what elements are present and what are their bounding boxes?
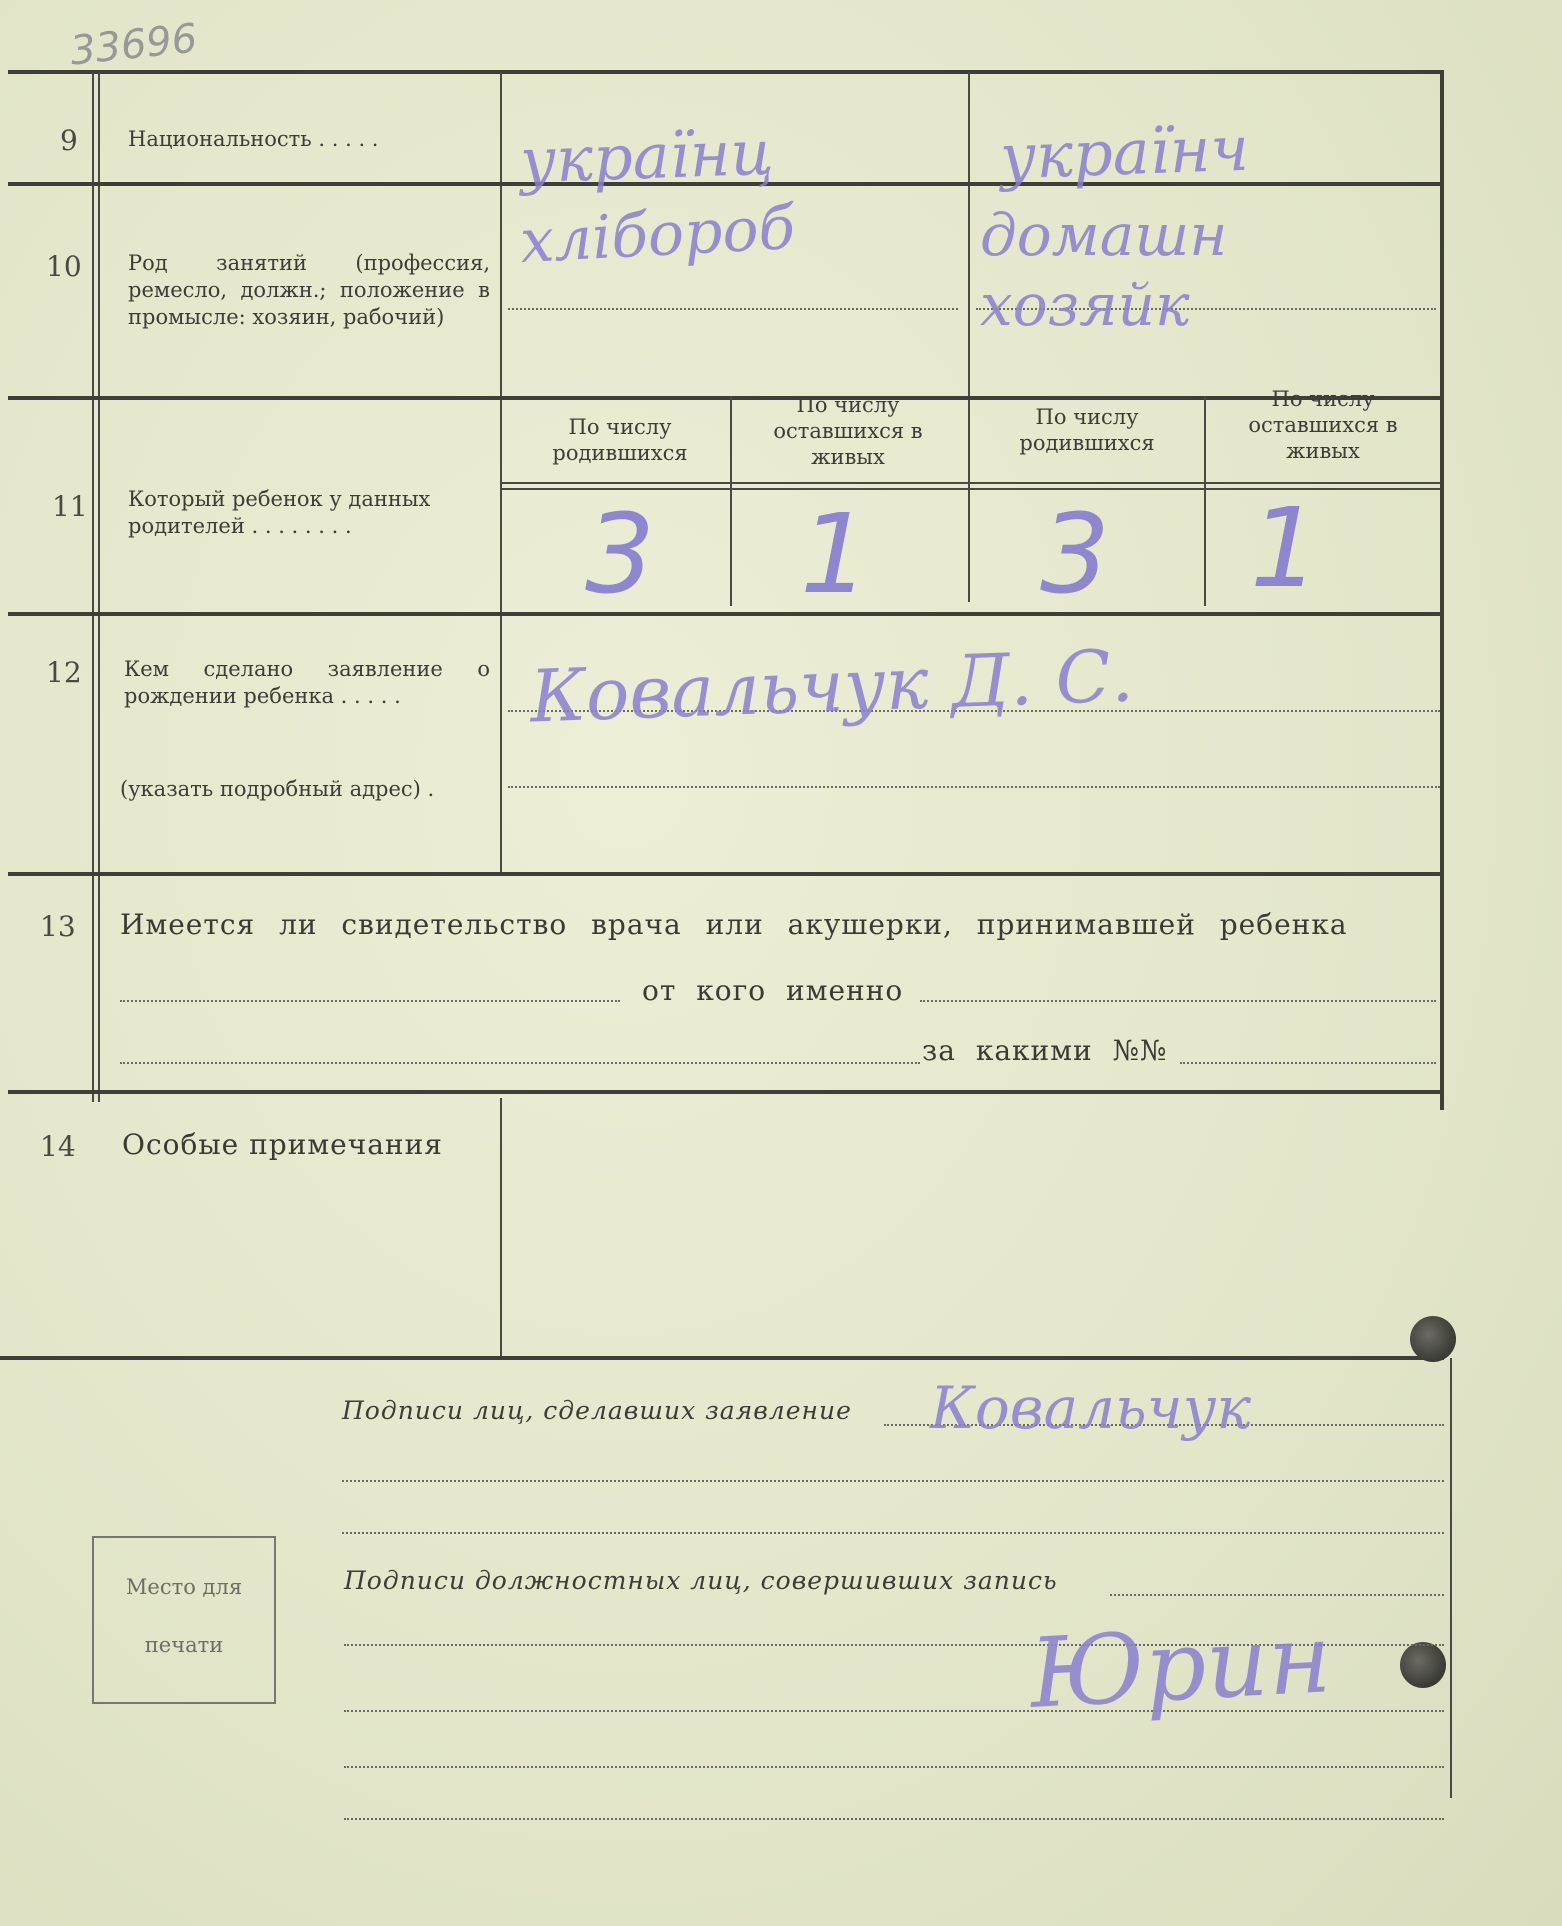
table-right-border: [1440, 70, 1444, 1110]
row-label-nationality: Национальность . . . . .: [128, 127, 379, 151]
applicant-name: Ковальчук Д. С.: [528, 633, 1135, 739]
row-number: 9: [60, 124, 78, 157]
child-count-mother-alive: 1: [1250, 484, 1320, 612]
label-column-divider-14: [500, 1098, 502, 1356]
punch-hole: [1410, 1316, 1456, 1362]
label-column-divider: [500, 72, 502, 872]
row-label-child-order: Который ребенок у данных родителей . . . . . . . .: [128, 487, 431, 538]
child-header-father-alive: По числу оставшихся в живых: [773, 393, 923, 469]
occupation-father: хлібороб: [518, 192, 797, 278]
stamp-label-line2: печати: [144, 1633, 224, 1657]
table-bottom-border: [0, 1356, 1444, 1360]
signature-right-border: [1450, 1358, 1452, 1798]
official-signature: Юрин: [1027, 1602, 1334, 1730]
officials-signature-line-4: [344, 1766, 1444, 1768]
certificate-line-3: [120, 1062, 920, 1064]
punch-hole: [1400, 1642, 1446, 1688]
row-number: 10: [46, 250, 82, 283]
certificate-line-2: [920, 1000, 1436, 1002]
row-number: 14: [40, 1130, 76, 1163]
applicant-line-2: [508, 786, 1440, 788]
row-label-notes: Особые примечания: [122, 1128, 443, 1161]
applicants-signature-line-2: [342, 1480, 1444, 1482]
archive-number: 33696: [67, 15, 200, 75]
child-header-mother-alive: По числу оставшихся в живых: [1248, 387, 1398, 463]
child-count-father-alive: 1: [800, 490, 870, 618]
occupation-mother: домашн хозяйк: [980, 201, 1228, 339]
row-number: 13: [40, 910, 76, 943]
child-col-divider-1: [730, 396, 732, 606]
child-header-mother-born: По числу родившихся: [1019, 405, 1155, 455]
child-header-father-born: По числу родившихся: [552, 415, 688, 465]
num-column-divider-b: [98, 72, 100, 1102]
nationality-father: українц: [518, 115, 775, 198]
officials-signature-line-5: [344, 1818, 1444, 1820]
row-label-occupation: Род занятий (профессия, ремесло, должн.; положение в промысле: хозяин, рабочий): [128, 251, 490, 329]
nationality-mother: українч: [998, 111, 1251, 194]
row-label-applicant: Кем сделано заявление о рождении ребенка . . . . .: [124, 657, 490, 708]
row-label-address: (указать подробный адрес) .: [120, 777, 435, 801]
officials-signature-line-1: [1110, 1594, 1444, 1596]
child-count-father-born: 3: [585, 490, 655, 618]
stamp-label-line1: Место для: [125, 1575, 243, 1599]
row-divider-13-14: [8, 1090, 1444, 1094]
row-divider-11-12: [8, 612, 1444, 616]
row-number: 12: [46, 656, 82, 689]
certificate-line-4: [1180, 1062, 1436, 1064]
stamp-area: [92, 1536, 276, 1704]
occupation-line-father-1: [508, 308, 958, 310]
certificate-numbers: за какими №№: [922, 1034, 1168, 1067]
row-number: 11: [52, 490, 88, 523]
table-top-border: [8, 70, 1444, 74]
officials-signature-label: Подписи должностных лиц, совершивших запись: [344, 1566, 1058, 1595]
certificate-question: Имеется ли свидетельство врача или акушерки, принимавшей ребенка: [120, 908, 1348, 941]
parents-column-divider: [968, 72, 970, 602]
child-col-divider-3: [1204, 396, 1206, 606]
applicant-signature: Ковальчук: [930, 1374, 1252, 1442]
row-divider-12-13: [8, 872, 1444, 876]
applicants-signature-line-3: [342, 1532, 1444, 1534]
child-count-mother-born: 3: [1040, 490, 1110, 618]
num-column-divider-a: [92, 72, 94, 1102]
certificate-from-whom: от кого именно: [642, 974, 904, 1007]
certificate-line-1: [120, 1000, 620, 1002]
applicants-signature-label: Подписи лиц, сделавших заявление: [342, 1396, 852, 1425]
